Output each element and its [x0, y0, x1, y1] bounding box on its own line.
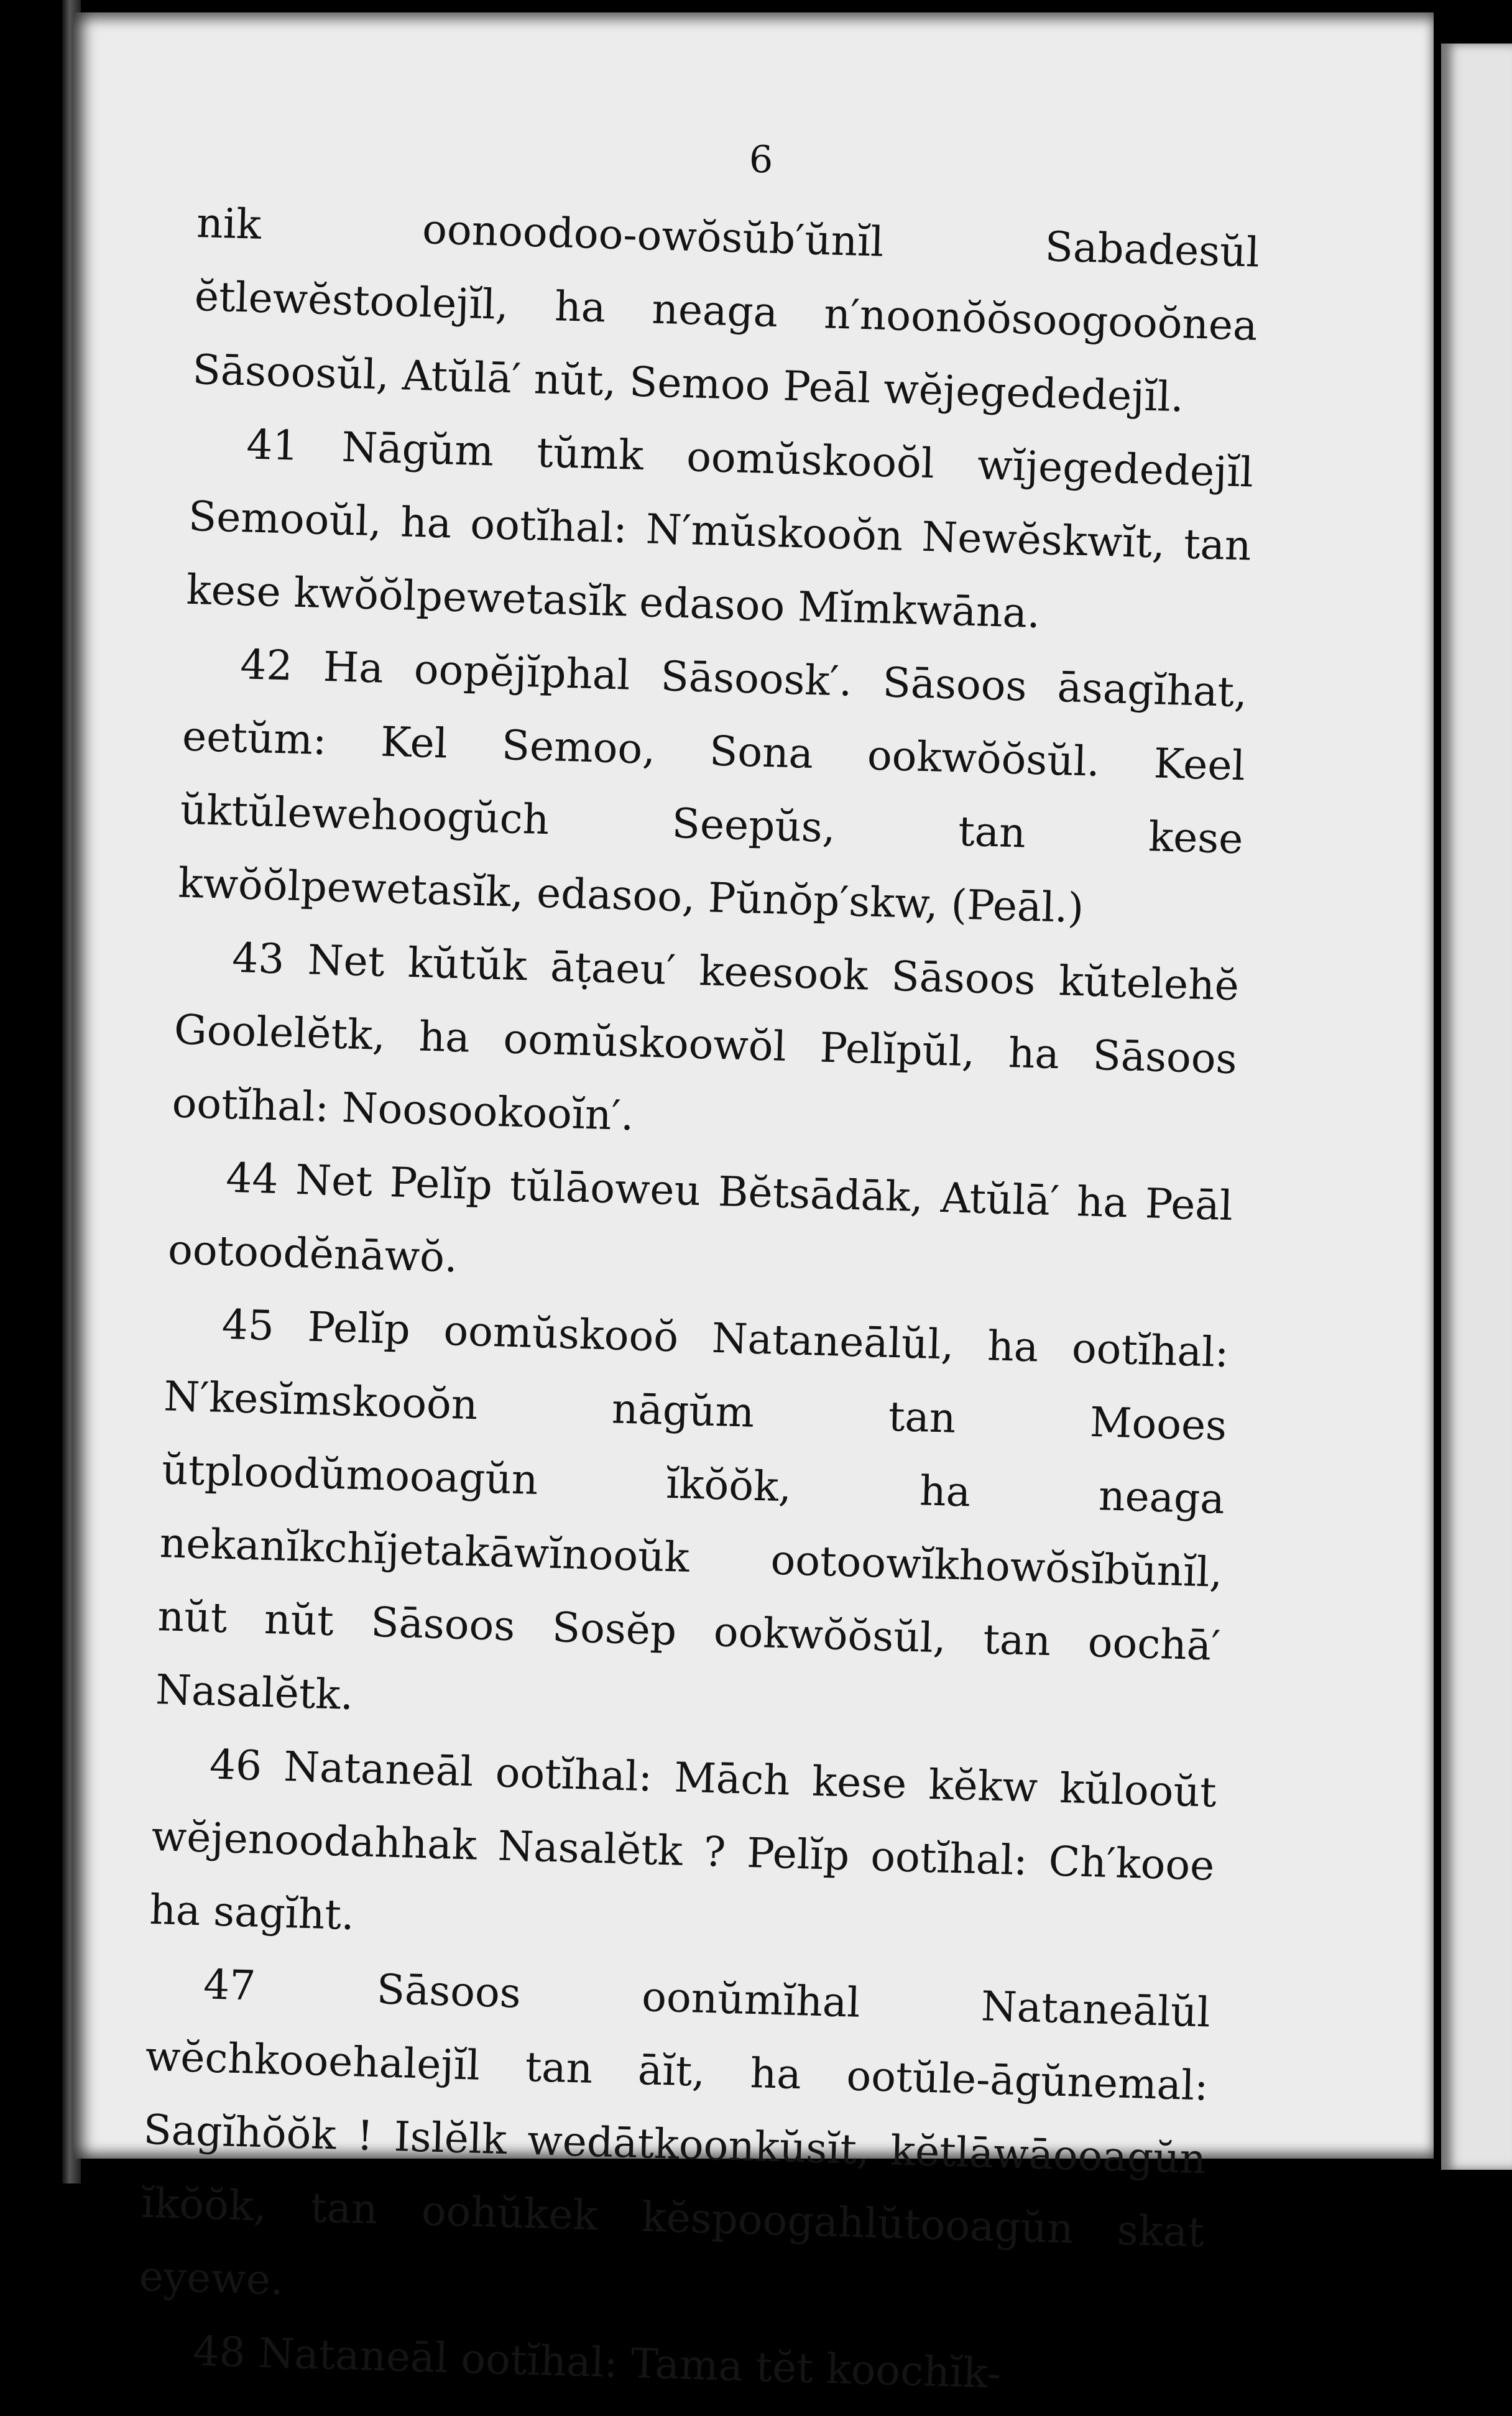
verse-text: Pelĭp oomŭskooŏ Nataneālŭl, ha ootĭhal: N′kesĭmskooŏn nāgŭm tan Mooes ŭtploodŭmooagŭn ĭkŏŏk, ha neaga nekanĭkchĭjetakāwĭnooŭk ootoowĭkhowŏsĭbŭnĭl, nŭt nŭt Sāsoos Sosĕp ookwŏŏsŭl, tan oochā′ Nasalĕtk. — [155, 1303, 1230, 1719]
verse-text: Nataneāl ootĭhal: Tama tĕt koochĭk- — [257, 2329, 1002, 2398]
verse-44 — [167, 1140, 1234, 1316]
verse-number: 44 — [225, 1153, 279, 1204]
verse-text: Nāgŭm tŭmk oomŭskooŏl wĭjegededejĭl Semooŭl, ha ootĭhal: N′mŭskooŏn Newĕskwĭt, tan kese kwŏŏlpewetasĭk edasoo Mĭmkwāna. — [185, 423, 1254, 638]
facing-page-edge — [1441, 44, 1512, 2170]
verse-number: 46 — [209, 1740, 263, 1790]
verse-42 — [177, 627, 1248, 950]
verse-text: Sāsoos oonŭmĭhal Nataneālŭl wĕchkooehalejĭl tan āĭt, ha ootŭle-āgŭnemal: Sagĭhŏŏk ! Islĕlk wedātkoonkŭsĭt, kĕtlāwāooagŭn ĭkŏŏk, tan oohŭkek kĕspoogahlŭtooagŭn skat eyewe. — [139, 1965, 1211, 2305]
page-number: 6 — [749, 138, 773, 182]
verse-number: 41 — [246, 420, 300, 470]
verse-number: 45 — [221, 1300, 275, 1350]
verse-45 — [155, 1286, 1230, 1756]
verse-text: Ha oopĕjĭphal Sāsoosk′. Sāsoos āsagĭhat, eetŭm: Kel Semoo, Sona ookwŏŏsŭl. Keel ŭktŭlewehoogŭch Seepŭs, tan kese kwŏŏlpewetasĭk, edasoo, Pŭnŏp′skw, (Peāl.) — [177, 642, 1248, 933]
verse-number: 47 — [203, 1960, 257, 2010]
paragraph-continuation — [191, 187, 1260, 436]
verse-text: Net kŭtŭk āṭaeu′ keesook Sāsoos kŭtelehĕ Goolelĕtk, ha oomŭskoowŏl Pelĭpŭl, ha Sāsoos ootĭhal: Noosookooĭn′. — [171, 936, 1240, 1140]
verse-47 — [138, 1947, 1211, 2343]
verse-text: Nataneāl ootĭhal: Māch kese kĕkw kŭlooŭt wĕjenoodahhak Nasalĕtk ? Pelĭp ootĭhal: Ch′kooe ha sagĭht. — [149, 1742, 1217, 1940]
body-text — [136, 187, 1260, 2416]
verse-43 — [171, 920, 1240, 1170]
verse-number: 43 — [231, 934, 285, 984]
verse-number: 48 — [192, 2327, 246, 2377]
paragraph-text: nik oonoodoo-owŏsŭb′ŭnĭl Sabadesŭl ĕtlewĕstoolejĭl, ha neaga n′noonŏŏsoogooŏnea Sāsoosŭl, Atŭlā′ nŭt, Semoo Peāl wĕjegededejĭl. — [191, 198, 1260, 422]
verse-46 — [149, 1727, 1217, 1976]
verse-41 — [185, 407, 1254, 657]
verse-text: Net Pelĭp tŭlāoweu Bĕtsādāk, Atŭlā′ ha Peāl ootoodĕnāwŏ. — [167, 1156, 1233, 1282]
verse-number: 42 — [239, 640, 293, 690]
